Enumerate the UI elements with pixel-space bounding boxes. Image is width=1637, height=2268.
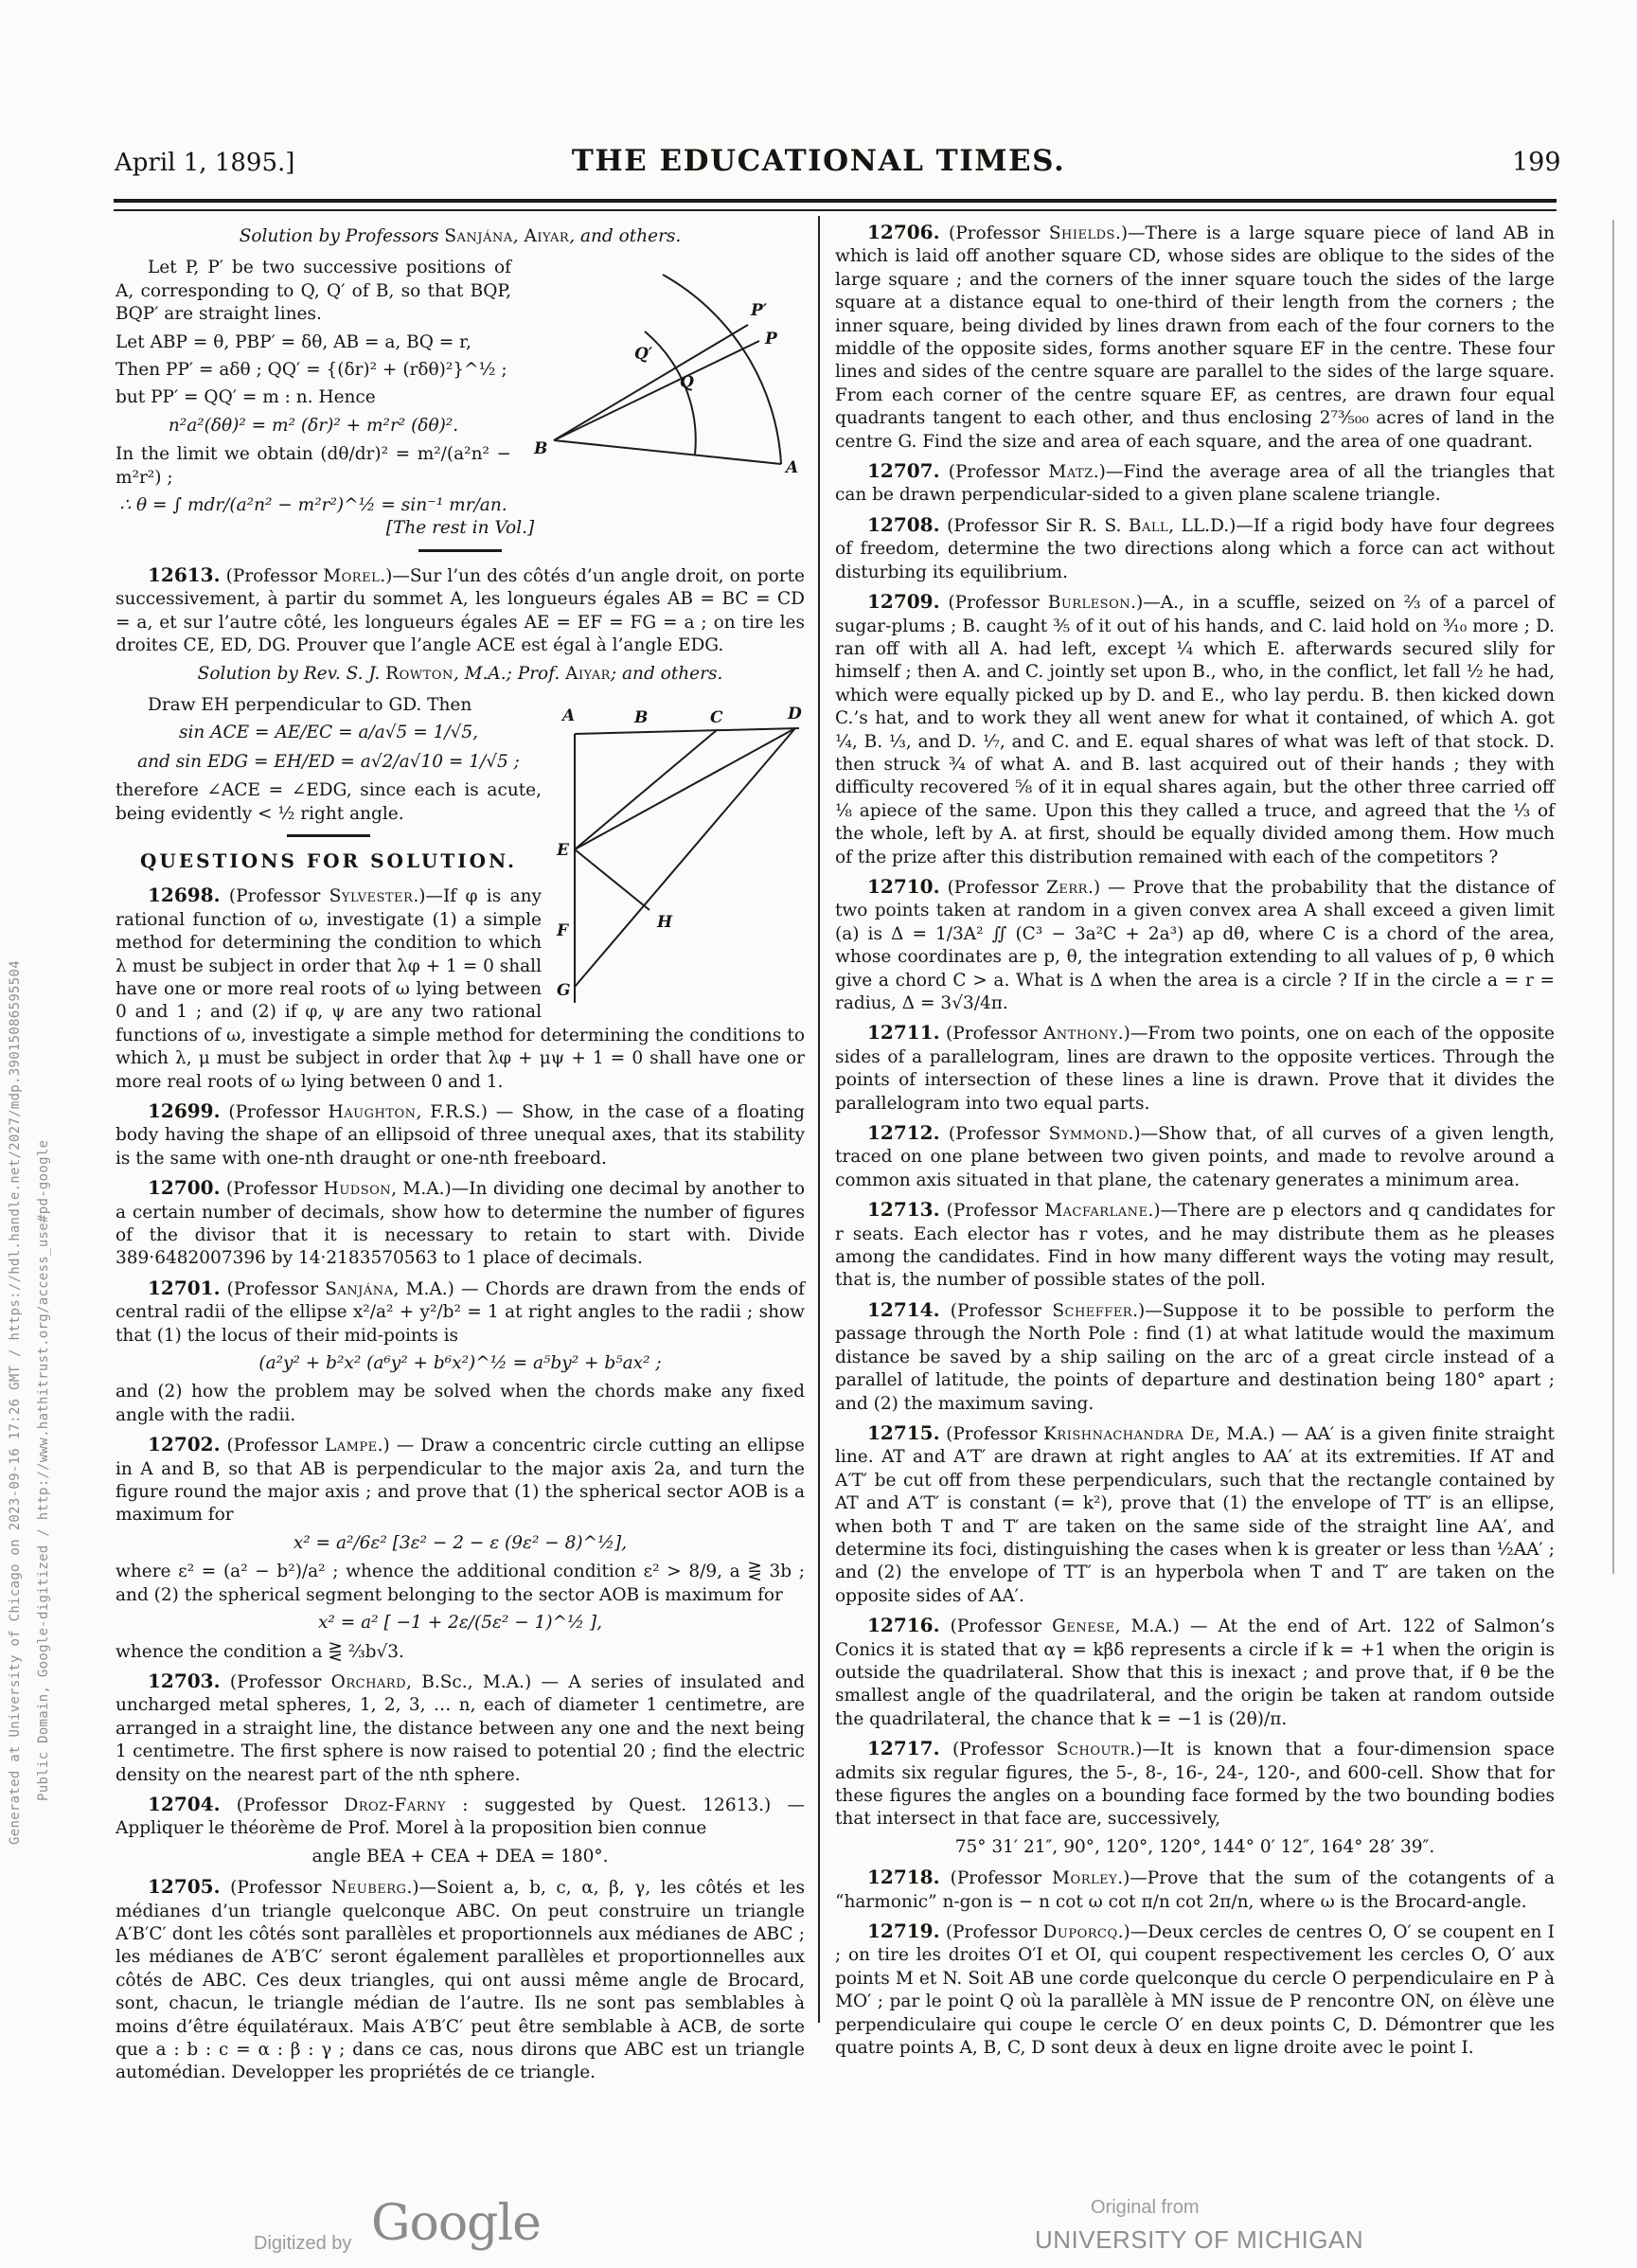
solution-1-paragraph: Let P, P′ be two successive positions of A, corresponding to Q, Q′ of B, so that BQP, BQP′ are straight lines. bbox=[116, 258, 511, 325]
problem-12719: 12719. (Professor Duporcq.)—Deux cercles de centres O, O′ se coupent en I ; on tire les droites O′I et OI, qui coupent respectivement les cercles O, O′ aux points M et N. Soit AB une corde quelconque du cercle O perpendiculaire en P à MO′ ; par le point Q où la parallèle à MN issue de P rencontre ON, on élève une perpendiculaire qui coupe le cercle O′ en deux points C, D. Démontrer que les quatre points A, B, C, D sont deux à deux en ligne droite avec le point I. bbox=[835, 1920, 1555, 2059]
right-column bbox=[835, 220, 1555, 2064]
hathitrust-margin-line-1: Generated at University of Chicago on 2023-09-16 17:26 GMT / https://hdl.handle.net/2027/mdp.39015086595504 bbox=[8, 960, 23, 1845]
problem-12702: 12702. (Professor Lampe.) — Draw a concentric circle cutting an ellipse in A and B, so that AB is perpendicular to the major axis 2a, and turn the figure round the major axis ; and prove that (1) the spherical sector AOB is a maximum for bbox=[116, 1433, 805, 1526]
solution-1-heading: Solution by Professors Sanjána, Aiyar, and others. bbox=[239, 226, 682, 246]
fig2-label-b: B bbox=[634, 707, 649, 727]
problem-12708: 12708. (Professor Sir R. S. Ball, LL.D.)—If a rigid body have four degrees of freedom, determine the two directions along which a force can act without disturbing its equilibrium. bbox=[835, 512, 1556, 582]
fig1-label-q: Q bbox=[680, 373, 694, 393]
fig1-label-p: P bbox=[765, 330, 777, 349]
solution-2-paragraph: Draw EH perpendicular to GD. Then bbox=[148, 694, 472, 715]
fig2-label-c: C bbox=[710, 707, 723, 727]
right-edge-rule bbox=[1612, 220, 1614, 1574]
fig2-label-a: A bbox=[562, 705, 576, 725]
problem-12716: 12716. (Professor Genese, M.A.) — At the end of Art. 122 of Salmon’s Conics it is stated that αγ = kβδ represents a circle if k = +1 when the origin is outside the quadrilateral. Show that this is inexact ; and prove that, if θ be the smallest angle of the quadrilateral, and the origin be taken at random outside the quadrilateral, the chance that k = −1 is (2θ)/π. bbox=[835, 1614, 1555, 1729]
right-angle-diagram-drawing bbox=[551, 698, 805, 1006]
questions-for-solution-title: QUESTIONS FOR SOLUTION. bbox=[139, 848, 517, 872]
google-logo: Google bbox=[371, 2195, 541, 2252]
problem-12702-formula-2: x² = a² [ −1 + 2ε/(5ε² − 1)^½ ], bbox=[318, 1613, 602, 1634]
solution-1-result-formula: ∴ θ = ∫ mdr/(a²n² − m²r²)^½ = sin⁻¹ mr/an. [The rest in Vol.] bbox=[119, 495, 535, 539]
solution-2-formula-1: sin ACE = AE/EC = a/a√5 = 1/√5, bbox=[178, 723, 479, 743]
hathitrust-margin-line-2: Public Domain, Google-digitized / http://www.hathitrust.org/access_use#pd-google bbox=[36, 1139, 51, 1801]
problem-12703: 12703. (Professor Orchard, B.Sc., M.A.) — A series of insulated and uncharged metal spheres, 1, 2, 3, … n, each of diameter 1 centimetre, are arranged in a straight line, the distance between any one and the next being 1 centimetre. The first sphere is now raised to potential 20 ; find the electric density on the nearest part of the nth sphere. bbox=[116, 1669, 805, 1785]
original-from-label: Original from bbox=[1091, 2197, 1200, 2218]
problem-12712: 12712. (Professor Symmond.)—Show that, of all curves of a given length, traced on one plane between two given points, and made to revolve around a common axis situated in that plane, the catenary generates a minimum area. bbox=[835, 1121, 1555, 1190]
problem-12715: 12715. (Professor Krishnachandra De, M.A.) — AA′ is a given finite straight line. AT and A′T′ are drawn at right angles to AA′ at its extremities. If AT and A′T′ be cut off from these perpendiculars, such that the rectangle contained by AT and A′T′ is constant (= k²), prove that (1) the envelope of TT′ is an ellipse, when both T and T′ are taken on the same side of the straight line AA′, and determine its foci, distinguishing the cases when k is greater or less than ½AA′ ; and (2) the envelope of TT′ is an hyperbola when T and T′ are taken on the opposite sides of AA′. bbox=[835, 1420, 1555, 1606]
problem-12717: 12717. (Professor Schoutr.)—It is known that a four-dimension space admits six regular figures, the 5-, 8-, 16-, 24-, 120-, and 600-cell. Show that for these figures the angles on a bounding face formed by the two bounding bodies that intersect in that face are, successively, bbox=[835, 1737, 1555, 1830]
problem-12711: 12711. (Professor Anthony.)—From two points, one on each of the opposite sides of a parallelogram, lines are drawn to the opposite vertices. Through the points of intersection of these lines a line is drawn. Prove that it divides the parallelogram into two equal parts. bbox=[835, 1021, 1555, 1114]
fig1-label-a: A bbox=[786, 458, 799, 478]
problem-12698: 12698. (Professor Sylvester.)—If φ is any rational function of ω, investigate (1) a simple method for determining the condition to which λ must be subject in order that λφ + 1 = 0 shall have one or more real roots of ω lying between 0 and 1 ; and (2) if φ, ψ are any two rational functions of ω, investigate a simple method for determining the conditions to which λ, μ must be subject in order that λφ + μψ + 1 = 0 shall have one or more real roots of ω lying between 0 and 1. bbox=[116, 884, 805, 1092]
problem-12713: 12713. (Professor Macfarlane.)—There are p electors and q candidates for r seats. Each elector has r votes, and he may distribute them as he pleases among the candidates. Find in how many different ways the voting may result, that is, the number of possible states of the poll. bbox=[835, 1198, 1555, 1291]
problem-12704: 12704. (Professor Droz-Farny : suggested by Quest. 12613.) — Appliquer le théorème de Prof. Morel à la proposition bien connue bbox=[116, 1792, 805, 1839]
problem-12700: 12700. (Professor Hudson, M.A.)—In dividing one decimal by another to a certain number of decimals, show how to determine the number of figures of the divisor that it is necessary to retain to start with. Divide 389·6482007396 by 14·2183570563 to 1 place of decimals. bbox=[116, 1176, 805, 1269]
column-divider-rule bbox=[818, 216, 820, 2023]
fig1-label-p-prime: P′ bbox=[751, 301, 768, 321]
solution-1-line-1: Let ABP = θ, PBP′ = δθ, AB = a, BQ = r, bbox=[116, 331, 472, 352]
solution-2-formula-2: and sin EDG = EH/ED = a√2/a√10 = 1/√5 ; bbox=[137, 751, 520, 772]
digitized-by-label: Digitized by bbox=[254, 2233, 352, 2254]
problem-12702-continued: where ε² = (a² − b²)/a² ; whence the additional condition ε² > 8/9, a ⋛ 3b ; and (2) the spherical segment belonging to the sector AOB is maximum for bbox=[116, 1562, 805, 1605]
solution-2-heading: Solution by Rev. S. J. Rowton, M.A.; Prof. Aiyar; and others. bbox=[197, 663, 723, 684]
page-number: 199 bbox=[1512, 148, 1561, 177]
figure-arc-diagram bbox=[521, 260, 805, 497]
problem-12710: 12710. (Professor Zerr.) — Prove that the probability that the distance of two points taken at random in a given convex area A shall exceed a given limit (a) is Δ = 1/3A² ∬ (C³ − 3a²C + 2a³) ap dθ, where C is a chord of the area, whose coordinates are p, θ, the integration extending to all values of p, θ which give a chord C > a. What is Δ when the area is a circle ? If in the circle a = r = radius, Δ = 3√3/4π. bbox=[835, 874, 1555, 1013]
left-column bbox=[116, 223, 805, 2090]
problem-12699: 12699. (Professor Haughton, F.R.S.) — Show, in the case of a floating body having the shape of an ellipsoid of three unequal axes, that its stability is the same with one-nth draught or one-nth freeboard. bbox=[116, 1098, 805, 1169]
arc-diagram-drawing bbox=[521, 260, 805, 497]
page-title: THE EDUCATIONAL TIMES. bbox=[571, 144, 1066, 178]
solution-1-line-2: Then PP′ = aδθ ; QQ′ = {(δr)² + (rδθ)²}^½ ; bbox=[116, 360, 507, 381]
fig1-label-q-prime: Q′ bbox=[634, 345, 653, 365]
fig2-label-h: H bbox=[657, 912, 673, 932]
problem-12714: 12714. (Professor Scheffer.)—Suppose it to be possible to perform the passage through the North Pole : find (1) at what latitude would the maximum distance be saved by a ship sailing on the arc of a great circle instead of a parallel of latitude, the points of departure and destination being 180° apart ; and (2) the maximum saving. bbox=[835, 1297, 1555, 1414]
problem-12701-continued: and (2) how the problem may be solved when the chords make any fixed angle with the radii. bbox=[116, 1382, 805, 1425]
fig2-label-f: F bbox=[557, 920, 569, 940]
fig2-label-g: G bbox=[557, 980, 571, 1000]
issue-date: April 1, 1895.] bbox=[115, 149, 295, 177]
problem-12613: 12613. (Professor Morel.)—Sur l’un des côtés d’un angle droit, on porte successivement, à partir du sommet A, les longueurs égales AB = BC = CD = a, et sur l’autre côté, les longueurs égales AE = EF = FG = a ; on tire les droites CE, ED, DG. Prouver que l’angle ACE est égal à l’angle EDG. bbox=[116, 563, 805, 656]
fig2-label-d: D bbox=[788, 704, 802, 723]
problem-12709: 12709. (Professor Burleson.)—A., in a scuffle, seized on ⅔ of a parcel of sugar-plums ; B. caught ⅗ of it out of his hands, and C. laid hold on ³⁄₁₀ more ; D. ran off with all A. had left, except ¼ which E. afterwards secured slily for himself ; then A. and C. jointly set upon B., who, in the conflict, let fall ½ he had, which were equally picked up by D. and E., who lay perdu. B. then kicked down C.’s hat, and to work they all went anew for what it contained, of which A. got ¼, B. ⅓, and D. ¹⁄₇, and C. and E. equal shares of what was left of that stock. D. then struck ¾ of what A. and B. last acquired out of their hands ; they with difficulty recovered ⅝ of it in equal shares again, but the other three carried off ⅛ apiece of the same. Upon this they called a truce, and agreed that the ⅓ of the whole, left by A. at first, should be equally divided among them. How much of the prize after this distribution remained with each of the competitors ? bbox=[835, 590, 1555, 867]
problem-12705: 12705. (Professor Neuberg.)—Soient a, b, c, α, β, γ, les côtés et les médianes d’un triangle quelconque ABC. On peut construire un triangle A′B′C′ dont les côtés sont parallèles et proportionnels aux médianes de ABC ; les médianes de A′B′C′ seront également parallèles et proportionnelles aux côtés de ABC. Ces deux triangles, qui ont aussi même angle de Brocard, sont, chacun, le triangle médian de l’autre. Ils ne sont pas semblables à moins d’être équilatéraux. Mais A′B′C′ peut être semblable à ACB, de sorte que a : b : c = α : β : γ ; dans ce cas, nous dirons que ABC est un triangle automédian. Developper les propriétés de ce triangle. bbox=[116, 1875, 805, 2083]
solution-1-limit-line: In the limit we obtain (dθ/dr)² = m²/(a²n² − m²r²) ; bbox=[116, 444, 511, 488]
header-double-rule bbox=[114, 199, 1557, 211]
problem-12702-condition: whence the condition a ⋛ ⅔b√3. bbox=[116, 1641, 404, 1662]
section-divider bbox=[418, 549, 502, 552]
problem-12704-formula: angle BEA + CEA + DEA = 180°. bbox=[311, 1846, 609, 1866]
solution-1-display-formula: n²a²(δθ)² = m² (δr)² + m²r² (δθ)². bbox=[168, 415, 459, 436]
university-of-michigan-label: UNIVERSITY OF MICHIGAN bbox=[1035, 2225, 1364, 2254]
solution-2-conclusion: therefore ∠ACE = ∠EDG, since each is acute, being evidently < ½ right angle. bbox=[116, 780, 542, 824]
problem-12706: 12706. (Professor Shields.)—There is a large square piece of land AB in which is laid off another square CD, whose sides are oblique to the sides of the large square ; and the corners of the inner square touch the sides of the large square at a distance equal to one-third of their length from the corners ; the inner square, being divided by lines drawn from each of the four corners to the middle of the opposite sides, forms another square EF in the centre. These four lines and sides of the centre square are parallel to the sides of the large square. From each corner of the centre square EF, as centres, are drawn four equal quadrants tangent to each other, and thus enclosing 2⁷³⁄₅₀₀ acres of land in the centre G. Find the size and area of each square, and the area of one quadrant. bbox=[835, 221, 1555, 452]
solution-1-line-3: but PP′ = QQ′ = m : n. Hence bbox=[116, 387, 376, 408]
problem-12717-angle-list: 75° 31′ 21″, 90°, 120°, 120°, 144° 0′ 12″, 164° 28′ 39″. bbox=[954, 1836, 1435, 1857]
problem-12702-formula-1: x² = a²/6ε² [3ε² − 2 − ε (9ε² − 8)^½], bbox=[293, 1532, 628, 1553]
fig1-label-b: B bbox=[534, 439, 548, 459]
section-divider bbox=[287, 834, 370, 837]
problem-12718: 12718. (Professor Morley.)—Prove that the sum of the cotangents of a “harmonic” n-gon is − n cot ω cot π/n cot 2π/n, where ω is the Brocard-angle. bbox=[835, 1866, 1555, 1912]
problem-12707: 12707. (Professor Matz.)—Find the average area of all the triangles that can be drawn perpendicular-sided to a given plane scalene triangle. bbox=[835, 459, 1555, 506]
figure-right-angle-diagram bbox=[551, 698, 805, 1006]
problem-12701: 12701. (Professor Sanjána, M.A.) — Chords are drawn from the ends of central radii of the ellipse x²/a² + y²/b² = 1 at right angles to the radii ; show that (1) the locus of their mid-points is bbox=[116, 1276, 805, 1346]
fig2-label-e: E bbox=[557, 840, 569, 860]
problem-12701-formula: (a²y² + b²x² (a⁶y² + b⁶x²)^½ = a⁵by² + b⁵ax² ; bbox=[258, 1353, 662, 1374]
